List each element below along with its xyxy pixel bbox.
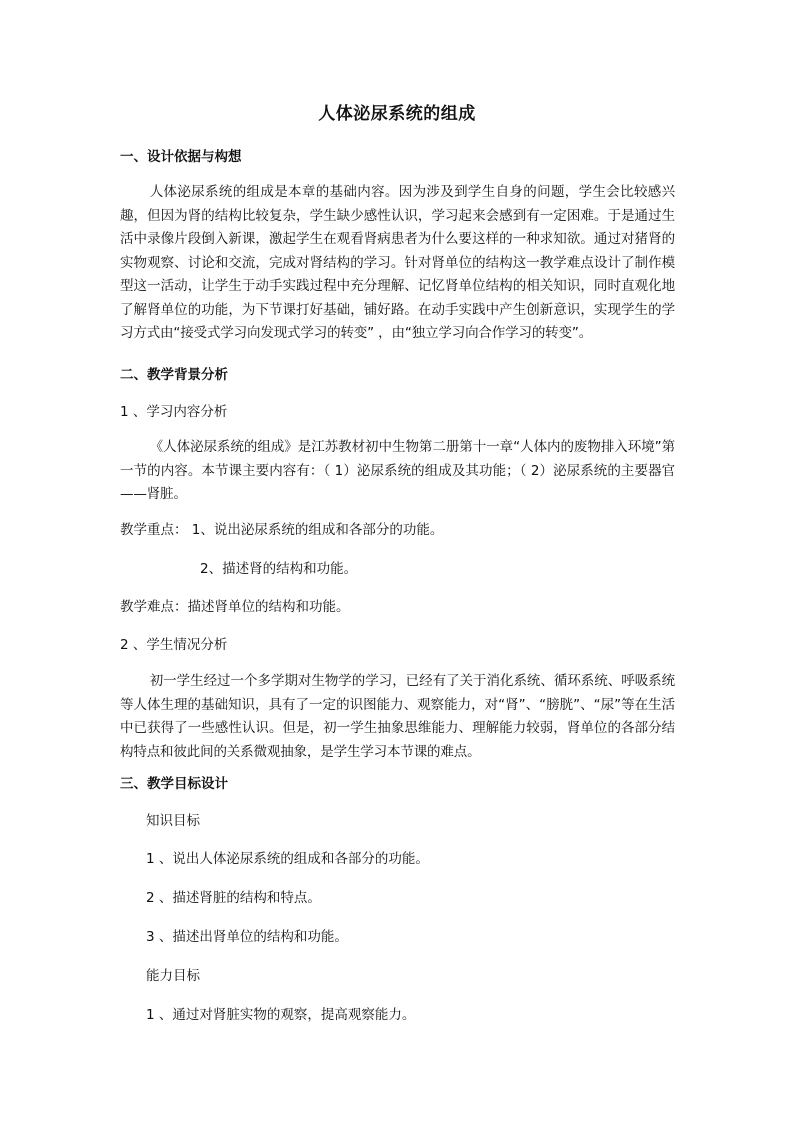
- ability-objectives-heading: 能力目标: [146, 968, 200, 984]
- subheading-content-analysis: 1 、学习内容分析: [120, 404, 228, 420]
- knowledge-objective-item: 2 、描述肾脏的结构和特点。: [146, 890, 321, 906]
- knowledge-objective-item: 1 、说出人体泌尿系统的组成和各部分的功能。: [146, 851, 429, 867]
- key-point-1: 教学重点： 1、说出泌尿系统的组成和各部分的功能。: [120, 522, 444, 538]
- section-heading-background: 二、教学背景分析: [120, 367, 228, 383]
- key-point-2: 2、描述肾的结构和功能。: [200, 561, 358, 577]
- section-heading-objectives: 三、教学目标设计: [120, 776, 228, 792]
- knowledge-objective-item: 3 、描述出肾单位的结构和功能。: [146, 929, 348, 945]
- document-title: 人体泌尿系统的组成: [318, 104, 476, 124]
- ability-objective-item: 1 、通过对肾脏实物的观察，提高观察能力。: [146, 1007, 416, 1023]
- content-analysis-paragraph: 《人体泌尿系统的组成》是江苏教材初中生物第二册第十一章“人体内的废物排入环境”第一节的内容。本节课主要内容有：（ 1）泌尿系统的组成及其功能；（ 2）泌尿系统的主要器官——肾脏。: [120, 439, 675, 502]
- section-heading-design-basis: 一、设计依据与构想: [120, 149, 242, 165]
- design-basis-paragraph: 人体泌尿系统的组成是本章的基础内容。因为涉及到学生自身的问题，学生会比较感兴趣，但因为肾的结构比较复杂，学生缺少感性认识，学习起来会感到有一定困难。于是通过生活中录像片段倒入新课，激起学生在观看肾病患者为什么要这样的一种求知欲。通过对猪肾的实物观察、讨论和交流，完成对肾结构的学习。针对肾单位的结构这一教学难点设计了制作模型这一活动，让学生于动手实践过程中充分理解、记忆肾单位结构的相关知识，同时直观化地了解肾单位的功能，为下节课打好基础，铺好路。在动手实践中产生创新意识，实现学生的学习方式由“接受式学习向发现式学习的转变” ，由“独立学习向合作学习的转变”。: [120, 184, 675, 341]
- student-analysis-paragraph: 初一学生经过一个多学期对生物学的学习，已经有了关于消化系统、循环系统、呼吸系统等人体生理的基础知识，具有了一定的识图能力、观察能力，对“肾”、“膀胱”、“尿”等在生活中已获得了一些感性认识。但是，初一学生抽象思维能力、理解能力较弱，肾单位的各部分结构特点和彼此间的关系微观抽象，是学生学习本节课的难点。: [120, 673, 675, 760]
- teaching-difficulty: 教学难点：描述肾单位的结构和功能。: [120, 599, 350, 615]
- knowledge-objectives-heading: 知识目标: [146, 813, 200, 829]
- subheading-student-analysis: 2 、学生情况分析: [120, 637, 228, 653]
